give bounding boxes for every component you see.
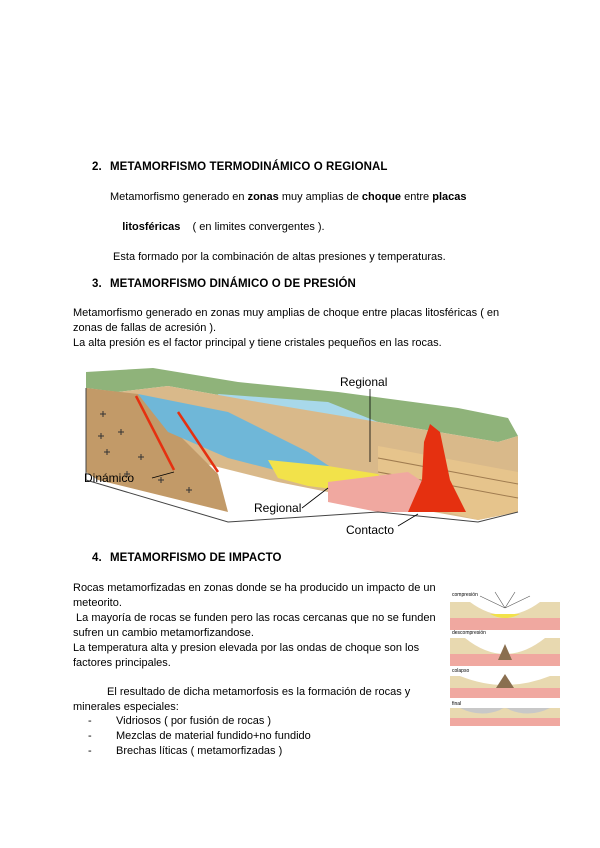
list-item: - Mezclas de material fundido+no fundido <box>88 730 311 742</box>
result-line-2: minerales especiales: <box>73 701 179 713</box>
text-run-bold: litosféricas <box>122 221 181 233</box>
section-2-number: 2. <box>92 161 102 173</box>
result-line-1: El resultado de dicha metamorfosis es la formación de rocas y <box>107 686 411 698</box>
section-4-line: La temperatura alta y presion elevada por las ondas de choque son los <box>73 642 420 654</box>
label-regional-top: Regional <box>340 375 388 389</box>
impact-label-4: final <box>452 701 462 707</box>
section-4-line: Rocas metamorfizadas en zonas donde se ha producido un impacto de un <box>73 582 436 594</box>
section-4-heading <box>92 552 282 564</box>
section-2-heading <box>92 161 388 173</box>
section-4-body <box>73 581 448 671</box>
label-contacto: Contacto <box>346 523 395 537</box>
section-2-title: METAMORFISMO TERMODINÁMICO O REGIONAL <box>110 161 388 173</box>
section-3-body <box>73 306 533 351</box>
impact-crater-figure <box>450 588 560 728</box>
impact-label-3: colapso <box>452 668 470 674</box>
section-4-line: factores principales. <box>73 657 171 669</box>
impact-label-1: compresión <box>452 592 478 598</box>
section-3-line-2: zonas de fallas de acresión ). <box>73 322 217 334</box>
text-run: Metamorfismo generado en <box>110 191 248 203</box>
label-dinamico: Dinámico <box>84 471 135 485</box>
section-4-title: METAMORFISMO DE IMPACTO <box>110 552 282 564</box>
section-4-line: meteorito. <box>73 597 122 609</box>
text-run-bold: placas <box>432 191 467 203</box>
section-4-number: 4. <box>92 552 102 564</box>
section-2-body <box>110 190 530 265</box>
section-2-line-3: Esta formado por la combinación de altas presiones y temperaturas. <box>110 251 446 263</box>
section-2-line-1 <box>110 190 530 205</box>
list-item: - Brechas líticas ( metamorfizadas ) <box>88 745 283 757</box>
text-run: entre <box>401 191 433 203</box>
text-run-bold: choque <box>361 191 402 203</box>
text-run: ( en limites convergentes ). <box>180 221 325 233</box>
section-4-bullets <box>88 714 311 759</box>
text-run-bold: zonas <box>247 191 279 203</box>
section-3-number: 3. <box>92 278 102 290</box>
metamorphism-block-diagram <box>78 362 528 540</box>
section-4-result <box>73 685 448 715</box>
section-2-line-2 <box>110 205 530 250</box>
section-3-line-1: Metamorfismo generado en zonas muy amplias de choque entre placas litosféricas ( en <box>73 307 500 319</box>
section-3-heading <box>92 278 356 290</box>
text-run: muy amplias de <box>278 191 362 203</box>
list-item: - Vidriosos ( por fusión de rocas ) <box>88 715 272 727</box>
section-3-title: METAMORFISMO DINÁMICO O DE PRESIÓN <box>110 278 356 290</box>
label-regional-bottom: Regional <box>254 501 302 515</box>
section-4-line: sufren un cambio metamorfizandose. <box>73 627 254 639</box>
impact-label-2: descompresión <box>452 630 486 636</box>
section-3-line-3: La alta presión es el factor principal y tiene cristales pequeños en las rocas. <box>73 337 442 349</box>
section-4-line: La mayoría de rocas se funden pero las rocas cercanas que no se funden <box>73 612 436 624</box>
